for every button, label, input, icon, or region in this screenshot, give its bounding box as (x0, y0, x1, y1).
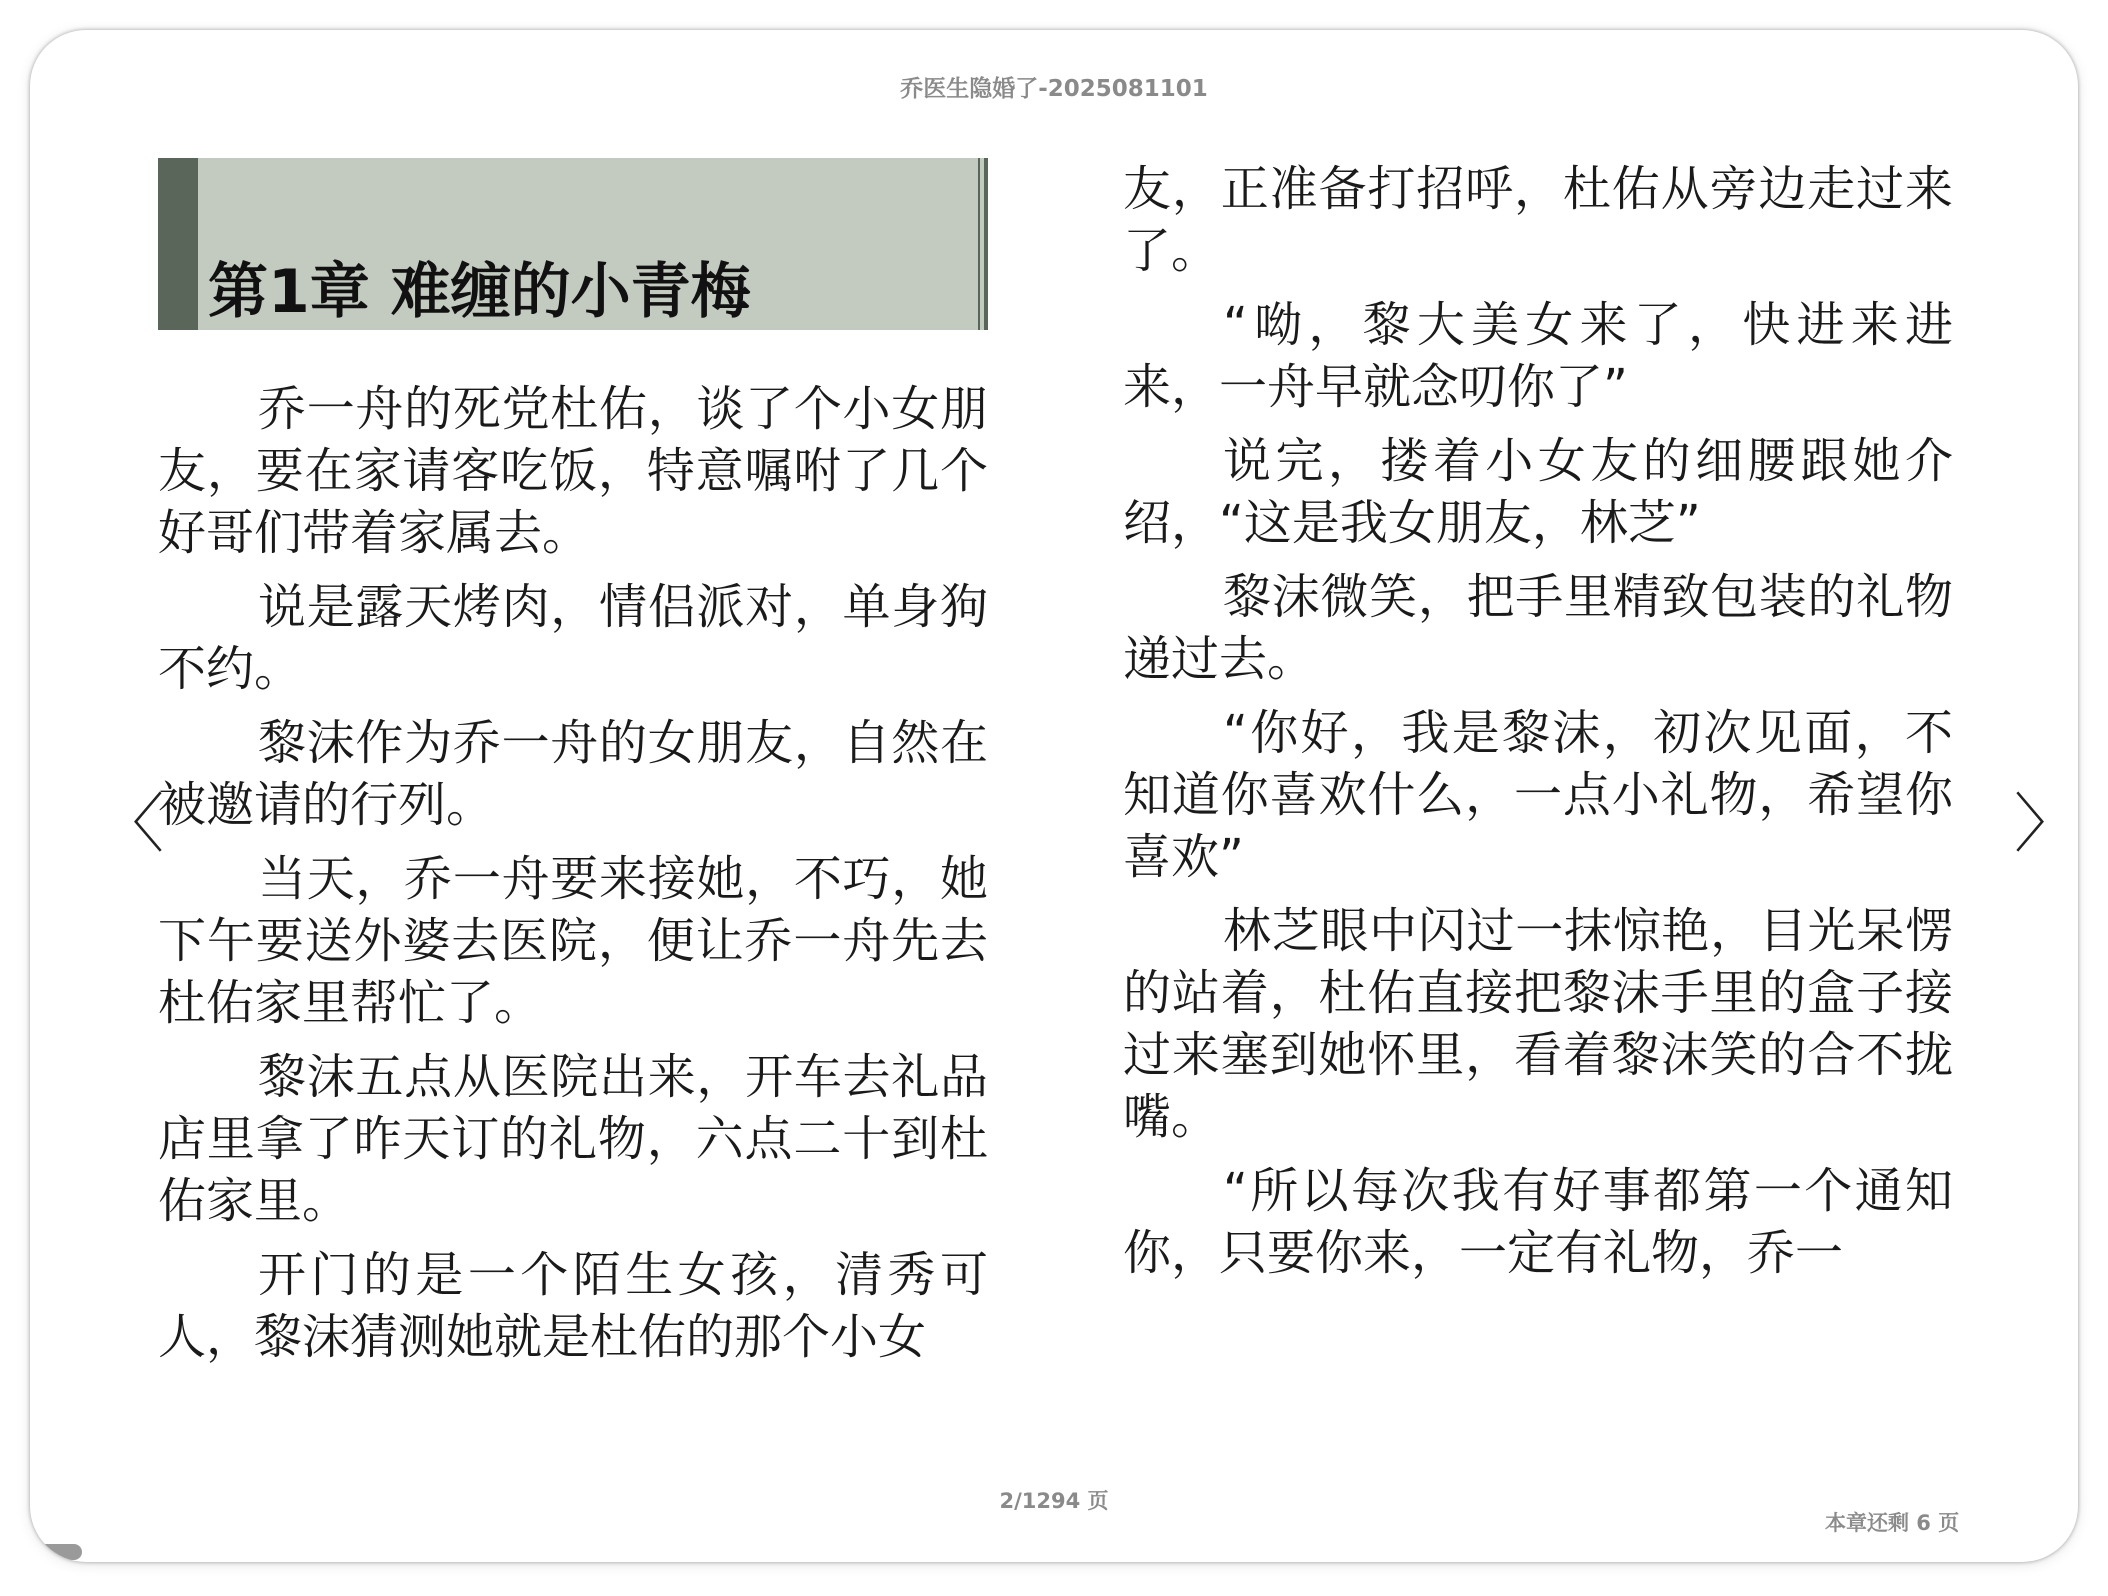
next-page-arrow-icon[interactable]: 〉 (2014, 788, 2078, 862)
paragraph: 黎沫作为乔一舟的女朋友，自然在被邀请的行列。 (158, 715, 988, 833)
reader-window (30, 30, 2078, 1562)
prev-page-arrow-icon[interactable]: 〈 (100, 788, 164, 862)
paragraph-continued: 友，正准备打招呼，杜佑从旁边走过来了。 (1123, 161, 1953, 279)
chapter-remaining-pages: 本章还剩 6 页 (1825, 1511, 1960, 1535)
paragraph: “呦，黎大美女来了，快进来进来，一舟早就念叨你了” (1123, 297, 1953, 415)
paragraph: 乔一舟的死党杜佑，谈了个小女朋友，要在家请客吃饭，特意嘱咐了几个好哥们带着家属去。 (158, 381, 988, 561)
right-page (1123, 158, 1953, 1458)
paragraph: 黎沫微笑，把手里精致包装的礼物递过去。 (1123, 569, 1953, 687)
chapter-header (158, 158, 988, 330)
paragraph: 说完，搂着小女友的细腰跟她介绍，“这是我女朋友，林芝” (1123, 433, 1953, 551)
paragraph: 开门的是一个陌生女孩，清秀可人，黎沫猜测她就是杜佑的那个小女 (158, 1247, 988, 1365)
paragraph: “所以每次我有好事都第一个通知你，只要你来，一定有礼物，乔一 (1123, 1163, 1953, 1281)
chapter-title: 第1章 难缠的小青梅 (208, 257, 751, 327)
paragraph: 说是露天烤肉，情侣派对，单身狗不约。 (158, 579, 988, 697)
left-page (158, 158, 988, 1458)
paragraph: 当天，乔一舟要来接她，不巧，她下午要送外婆去医院，便让乔一舟先去杜佑家里帮忙了。 (158, 851, 988, 1031)
page-number: 2/1294 页 (999, 1489, 1109, 1513)
paragraph: 林芝眼中闪过一抹惊艳，目光呆愣的站着，杜佑直接把黎沫手里的盒子接过来塞到她怀里，看着黎沫笑的合不拢嘴。 (1123, 903, 1953, 1145)
paragraph: 黎沫五点从医院出来，开车去礼品店里拿了昨天订的礼物，六点二十到杜佑家里。 (158, 1049, 988, 1229)
window-resize-grip[interactable] (38, 1544, 82, 1560)
book-title: 乔医生隐婚了-2025081101 (900, 76, 1208, 102)
paragraph: “你好，我是黎沫，初次见面，不知道你喜欢什么，一点小礼物，希望你喜欢” (1123, 705, 1953, 885)
